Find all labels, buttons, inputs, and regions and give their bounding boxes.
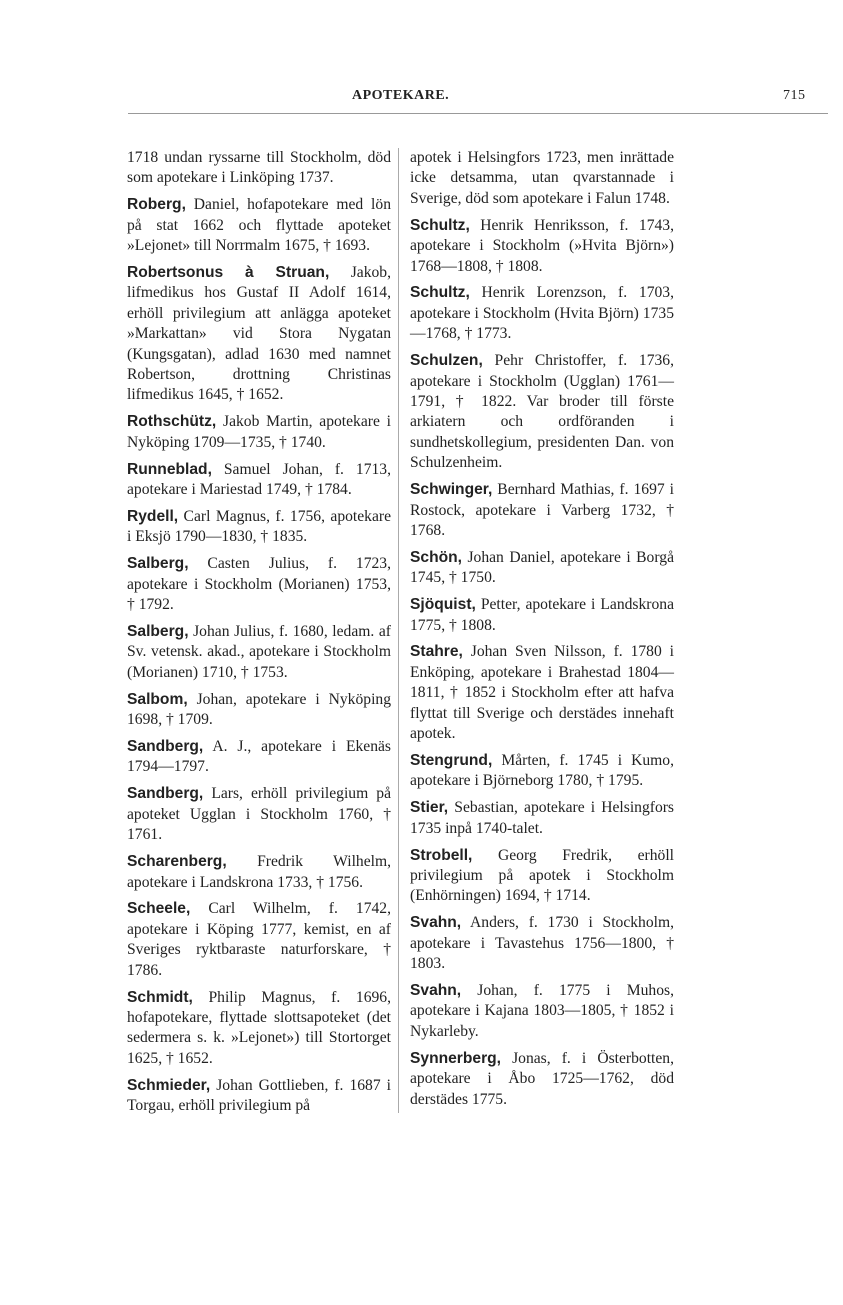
entry-text: Mårten, f. 1745 i Kumo, apotekare i Björneborg 1780, † 1795. bbox=[410, 751, 674, 790]
entry-name: Synnerberg, bbox=[410, 1049, 501, 1067]
dictionary-entry bbox=[127, 852, 391, 893]
entry-text: Daniel, hofapotekare med lön på stat 1662 och flyttade apoteket »Lejonet» till Norrmalm 1675, † 1693. bbox=[127, 196, 391, 255]
entry-name: Rothschütz, bbox=[127, 413, 217, 431]
entry-name: Stier, bbox=[410, 799, 449, 817]
entry-name: Rydell, bbox=[127, 508, 179, 525]
entry-text: Johan, apotekare i Nyköping 1698, † 1709. bbox=[127, 690, 391, 729]
entry-name: Salberg, bbox=[127, 555, 189, 573]
entry-text: Anders, f. 1730 i Stockholm, apotekare i Tavastehus 1756—1800, † 1803. bbox=[410, 914, 674, 973]
left-column bbox=[127, 148, 391, 1123]
entry-name: Schultz, bbox=[410, 284, 470, 302]
entry-text: Jonas, f. i Österbotten, apotekare i Åbo 1725—1762, död derstädes 1775. bbox=[410, 1049, 674, 1108]
entry-text: Georg Fredrik, erhöll privilegium på apotek i Stockholm (Enhörningen) 1694, † 1714. bbox=[410, 846, 674, 905]
dictionary-entry bbox=[127, 412, 391, 453]
dictionary-entry bbox=[410, 216, 674, 277]
page-title: APOTEKARE. bbox=[352, 88, 450, 103]
entry-text: apotek i Helsingfors 1723, men inrättade icke detsamma, utan qvarstannade i Sverige, död som apotekare i Falun 1748. bbox=[410, 149, 674, 207]
entry-text: A. J., apotekare i Ekenäs 1794—1797. bbox=[127, 738, 391, 776]
entry-name: Svahn, bbox=[410, 914, 462, 932]
entry-name: Sandberg, bbox=[127, 785, 204, 803]
dictionary-entry bbox=[127, 899, 391, 981]
dictionary-entry bbox=[410, 351, 674, 473]
entry-text: Henrik Lorenzson, f. 1703, apotekare i Stockholm (Hvita Björn) 1735—1768, † 1773. bbox=[410, 284, 674, 343]
entry-name: Robertsonus à Struan, bbox=[127, 264, 330, 282]
entry-name: Stengrund, bbox=[410, 751, 493, 769]
dictionary-entry bbox=[127, 1076, 391, 1117]
column-divider bbox=[398, 148, 399, 1113]
dictionary-entry bbox=[410, 913, 674, 974]
entry-name: Schultz, bbox=[410, 216, 470, 234]
dictionary-entry bbox=[410, 846, 674, 907]
page-number: 715 bbox=[783, 88, 806, 103]
entry-name: Scharenberg, bbox=[127, 853, 227, 871]
dictionary-entry bbox=[127, 737, 391, 778]
entry-name: Strobell, bbox=[410, 846, 473, 864]
entry-text: Bernhard Mathias, f. 1697 i Rostock, apotekare i Varberg 1732, † 1768. bbox=[410, 481, 674, 539]
entry-name: Sandberg, bbox=[127, 738, 204, 756]
dictionary-entry bbox=[410, 751, 674, 792]
dictionary-entry bbox=[127, 554, 391, 615]
dictionary-entry bbox=[127, 507, 391, 548]
dictionary-entry bbox=[127, 784, 391, 845]
dictionary-entry bbox=[410, 642, 674, 744]
dictionary-entry bbox=[410, 981, 674, 1042]
entry-text: Petter, apotekare i Landskrona 1775, † 1808. bbox=[410, 596, 674, 634]
entry-name: Salbom, bbox=[127, 690, 188, 708]
entry-name: Schulzen, bbox=[410, 352, 483, 370]
entry-name: Schwinger, bbox=[410, 481, 493, 499]
dictionary-entry bbox=[410, 1049, 674, 1110]
dictionary-entry bbox=[127, 460, 391, 501]
right-column bbox=[410, 148, 674, 1116]
entry-name: Runneblad, bbox=[127, 460, 212, 478]
dictionary-entry bbox=[127, 148, 391, 189]
entry-text: Johan Gottlieben, f. 1687 i Torgau, erhöll privilegium på bbox=[127, 1076, 391, 1115]
entry-text: Jakob Martin, apotekare i Nyköping 1709—1735, † 1740. bbox=[127, 413, 391, 451]
entry-text: Sebastian, apotekare i Helsingfors 1735 inpå 1740-talet. bbox=[410, 799, 674, 837]
entry-text: Lars, erhöll privilegium på apoteket Ugglan i Stockholm 1760, † 1761. bbox=[127, 785, 391, 844]
entry-text: Johan Daniel, apotekare i Borgå 1745, † 1750. bbox=[410, 548, 674, 587]
entry-name: Sjöquist, bbox=[410, 596, 476, 614]
entry-name: Salberg, bbox=[127, 623, 189, 641]
dictionary-entry bbox=[410, 283, 674, 344]
entry-text: Philip Magnus, f. 1696, hofapotekare, flyttade slottsapoteket (det sedermera s. k. »Lejonet») till Stortorget 1625, † 1652. bbox=[127, 988, 391, 1067]
entry-name: Schmieder, bbox=[127, 1076, 211, 1094]
entry-text: Henrik Henriksson, f. 1743, apotekare i Stockholm (»Hvita Björn») 1768—1808, † 1808. bbox=[410, 216, 674, 275]
dictionary-entry bbox=[410, 595, 674, 636]
page-header bbox=[0, 88, 843, 114]
entry-text: Fredrik Wilhelm, apotekare i Landskrona 1733, † 1756. bbox=[127, 853, 391, 891]
entry-name: Scheele, bbox=[127, 900, 191, 918]
entry-text: Pehr Christoffer, f. 1736, apotekare i Stockholm (Ugglan) 1761—1791, † 1822. Var broder till förste arkiatern och ordföranden i sundhetskollegium, presidenten Dan. von Schulzenheim. bbox=[410, 352, 674, 472]
entry-name: Svahn, bbox=[410, 982, 462, 1000]
dictionary-entry bbox=[410, 148, 674, 209]
dictionary-entry bbox=[410, 798, 674, 839]
dictionary-entry bbox=[127, 195, 391, 256]
entry-text: 1718 undan ryssarne till Stockholm, död som apotekare i Linköping 1737. bbox=[127, 149, 391, 187]
entry-text: Casten Julius, f. 1723, apotekare i Stockholm (Morianen) 1753, † 1792. bbox=[127, 555, 391, 614]
entry-text: Samuel Johan, f. 1713, apotekare i Mariestad 1749, † 1784. bbox=[127, 460, 391, 499]
entry-text: Carl Wilhelm, f. 1742, apotekare i Köping 1777, kemist, en af Sveriges ryktbaraste naturforskare, † 1786. bbox=[127, 900, 391, 979]
dictionary-entry bbox=[410, 548, 674, 589]
entry-text: Johan, f. 1775 i Muhos, apotekare i Kajana 1803—1805, † 1852 i Nykarleby. bbox=[410, 982, 674, 1040]
header-rule bbox=[128, 113, 828, 114]
entry-text: Johan Julius, f. 1680, ledam. af Sv. vetensk. akad., apotekare i Stockholm (Morianen) 1710, † 1753. bbox=[127, 623, 391, 681]
entry-name: Stahre, bbox=[410, 643, 463, 661]
dictionary-entry bbox=[127, 263, 391, 406]
entry-name: Schmidt, bbox=[127, 988, 193, 1006]
dictionary-entry bbox=[127, 622, 391, 683]
dictionary-entry bbox=[127, 690, 391, 731]
entry-text: Johan Sven Nilsson, f. 1780 i Enköping, apotekare i Brahestad 1804—1811, † 1852 i Stockholm efter att hafva flyttat till Sverige och derstädes innehaft apotek. bbox=[410, 643, 674, 743]
entry-name: Roberg, bbox=[127, 196, 186, 214]
entry-text: Jakob, lifmedikus hos Gustaf II Adolf 1614, erhöll privilegium att anlägga apoteket »Markattan» vid Stora Nygatan (Kungsgatan), adlad 1630 med namnet Robertson, drottning Christinas lifmedikus 1645, † 1652. bbox=[127, 264, 391, 404]
entry-name: Schön, bbox=[410, 548, 462, 566]
dictionary-entry bbox=[410, 480, 674, 541]
dictionary-entry bbox=[127, 988, 391, 1070]
entry-text: Carl Magnus, f. 1756, apotekare i Eksjö 1790—1830, † 1835. bbox=[127, 508, 391, 546]
